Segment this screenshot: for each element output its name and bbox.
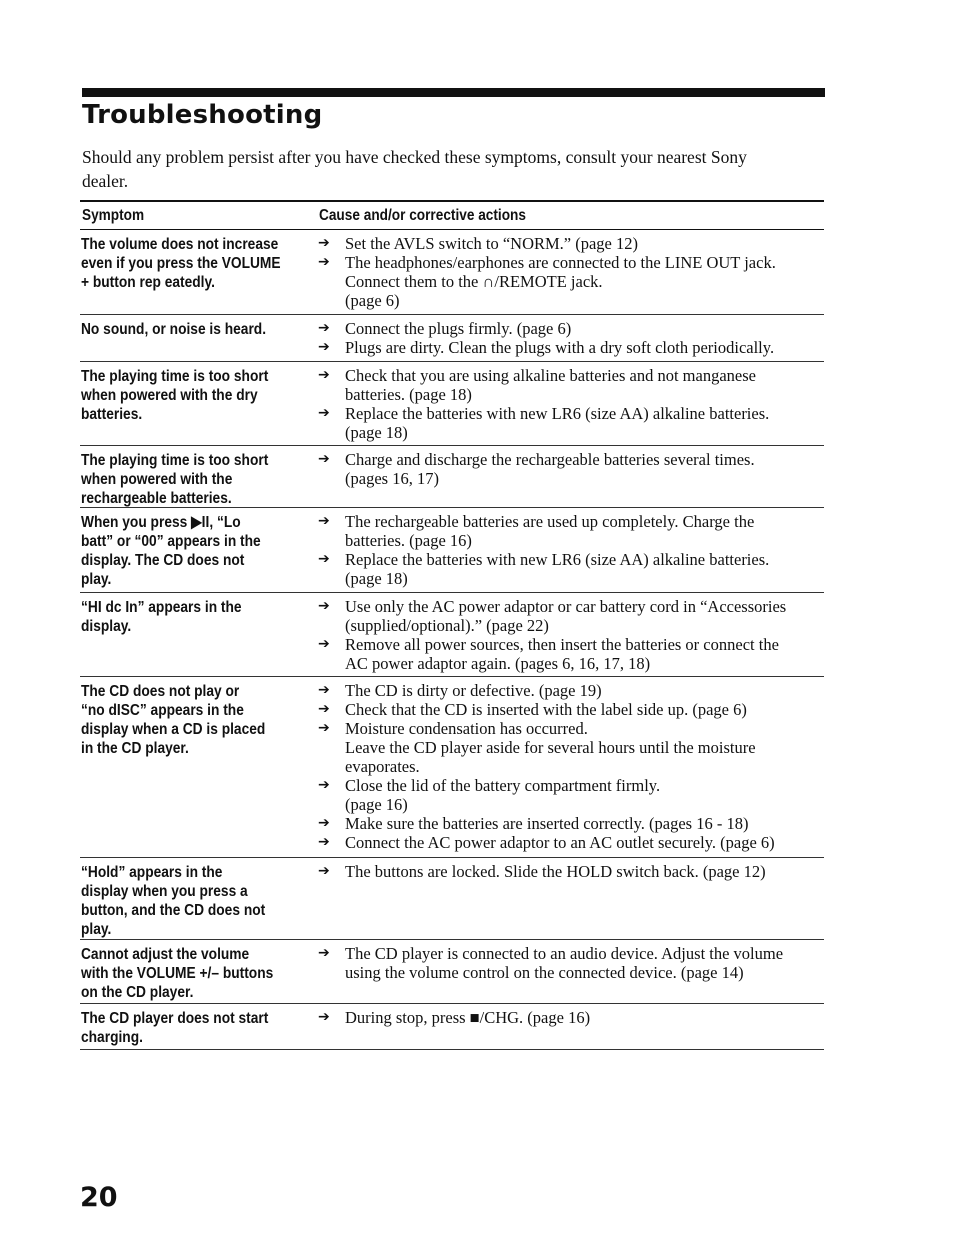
actions-cell [318,319,824,357]
arrow-icon: ➔ [318,367,330,383]
symptom-line: The playing time is too short [81,452,269,469]
table-row [80,593,824,677]
table-row [80,508,824,593]
action-line: (page 16) [345,795,408,814]
action-item [318,234,824,253]
actions-cell [318,862,824,881]
action-line: (pages 16, 17) [345,469,439,488]
symptom-line: play. [81,571,112,588]
symptom-cell [81,320,287,339]
title-rule [82,88,825,97]
symptom-line: The playing time is too short [81,368,269,385]
action-item [318,253,824,310]
header-symptom: Symptom [82,207,145,224]
actions-cell [318,512,824,588]
action-line: using the volume control on the connected device. (page 14) [345,963,744,982]
symptom-cell [81,513,287,589]
symptom-line: “Hold” appears in the [81,864,223,881]
action-line: The CD is dirty or defective. (page 19) [345,681,602,700]
arrow-icon: ➔ [318,720,330,736]
action-item [318,944,824,982]
table-row [80,1004,824,1050]
symptom-line: “HI dc In” appears in the [81,599,242,616]
symptom-line: Cannot adjust the volume [81,946,250,963]
intro-line: dealer. [82,171,129,191]
action-item [318,700,824,719]
table-header [80,200,824,230]
arrow-icon: ➔ [318,863,330,879]
arrow-icon: ➔ [318,945,330,961]
symptom-line: batt” or “00” appears in the [81,533,261,550]
table-body [80,230,824,1050]
action-line: evaporates. [345,757,420,776]
action-line: Check that you are using alkaline batteries and not manganese [345,366,756,385]
table-row [80,940,824,1004]
action-line: The headphones/earphones are connected to the LINE OUT jack. [345,253,776,272]
action-line: During stop, press ■/CHG. (page 16) [345,1008,591,1027]
arrow-icon: ➔ [318,451,330,467]
action-item [318,635,824,673]
intro-paragraph [82,145,822,193]
action-item [318,597,824,635]
action-line: Use only the AC power adaptor or car battery cord in “Accessories [345,597,787,616]
actions-cell [318,944,824,982]
symptom-line: display. The CD does not [81,552,245,569]
symptom-cell [81,863,287,939]
symptom-cell [81,682,287,758]
arrow-icon: ➔ [318,834,330,850]
symptom-line: play. [81,921,112,938]
action-line: Leave the CD player aside for several hours until the moisture [345,738,756,757]
page-number: 20 [80,1182,118,1213]
action-item [318,404,824,442]
symptom-line: in the CD player. [81,740,189,757]
action-line: Connect them to the ∩/REMOTE jack. [345,272,603,291]
actions-cell [318,234,824,310]
actions-cell [318,1008,824,1027]
arrow-icon: ➔ [318,235,330,251]
action-line: Replace the batteries with new LR6 (size AA) alkaline batteries. [345,550,770,569]
action-line: The buttons are locked. Slide the HOLD switch back. (page 12) [345,862,766,881]
action-line: AC power adaptor again. (pages 6, 16, 17, 18) [345,654,651,673]
action-line: Connect the plugs firmly. (page 6) [345,319,572,338]
symptom-cell [81,945,287,1002]
symptom-line: button, and the CD does not [81,902,266,919]
action-line: batteries. (page 18) [345,385,472,404]
symptom-line: on the CD player. [81,984,194,1001]
actions-cell [318,366,824,442]
arrow-icon: ➔ [318,682,330,698]
symptom-line: The volume does not increase [81,236,279,253]
table-row [80,446,824,508]
action-line: batteries. (page 16) [345,531,472,550]
arrow-icon: ➔ [318,405,330,421]
action-line: (page 18) [345,569,408,588]
arrow-icon: ➔ [318,815,330,831]
symptom-cell [81,235,287,292]
action-item [318,681,824,700]
action-line: Check that the CD is inserted with the label side up. (page 6) [345,700,747,719]
action-item [318,1008,824,1027]
symptom-line: rechargeable batteries. [81,490,232,507]
intro-line: Should any problem persist after you have checked these symptoms, consult your nearest Sony [82,147,747,167]
action-line: Moisture condensation has occurred. [345,719,588,738]
action-item [318,366,824,404]
symptom-line: No sound, or noise is heard. [81,321,267,338]
symptom-line: even if you press the VOLUME [81,255,281,272]
page-title: Troubleshooting [82,100,323,130]
table-row [80,858,824,940]
symptom-line: The CD player does not start [81,1010,269,1027]
action-line: Set the AVLS switch to “NORM.” (page 12) [345,234,638,253]
action-line: Connect the AC power adaptor to an AC outlet securely. (page 6) [345,833,775,852]
action-line: (page 18) [345,423,408,442]
symptom-line: charging. [81,1029,143,1046]
symptom-line: batteries. [81,406,143,423]
arrow-icon: ➔ [318,701,330,717]
action-item [318,776,824,814]
actions-cell [318,450,824,488]
symptom-cell [81,367,287,424]
symptom-line: display. [81,618,132,635]
table-row [80,230,824,315]
troubleshooting-table [80,200,824,1050]
action-line: (supplied/optional).” (page 22) [345,616,549,635]
action-line: Replace the batteries with new LR6 (size AA) alkaline batteries. [345,404,770,423]
action-item [318,719,824,776]
symptom-line: with the VOLUME +/– buttons [81,965,274,982]
action-line: Close the lid of the battery compartment firmly. [345,776,661,795]
arrow-icon: ➔ [318,551,330,567]
table-row [80,362,824,446]
arrow-icon: ➔ [318,777,330,793]
action-line: Remove all power sources, then insert the batteries or connect the [345,635,779,654]
actions-cell [318,597,824,673]
actions-cell [318,681,824,852]
arrow-icon: ➔ [318,636,330,652]
arrow-icon: ➔ [318,1009,330,1025]
action-item [318,319,824,338]
action-line: (page 6) [345,291,400,310]
symptom-line: When you press ▶II, “Lo [81,514,241,531]
action-item [318,814,824,833]
header-cause: Cause and/or corrective actions [319,207,526,224]
action-line: Make sure the batteries are inserted correctly. (pages 16 - 18) [345,814,749,833]
symptom-cell [81,1009,287,1047]
action-item [318,833,824,852]
arrow-icon: ➔ [318,513,330,529]
symptom-line: The CD does not play or [81,683,240,700]
action-item [318,338,824,357]
action-item [318,512,824,550]
arrow-icon: ➔ [318,254,330,270]
arrow-icon: ➔ [318,339,330,355]
action-item [318,862,824,881]
action-line: The rechargeable batteries are used up completely. Charge the [345,512,755,531]
symptom-line: when powered with the dry [81,387,258,404]
symptom-line: when powered with the [81,471,233,488]
action-line: Plugs are dirty. Clean the plugs with a dry soft cloth periodically. [345,338,775,357]
action-line: Charge and discharge the rechargeable batteries several times. [345,450,755,469]
action-item [318,550,824,588]
symptom-line: display when you press a [81,883,248,900]
arrow-icon: ➔ [318,320,330,336]
symptom-line: “no dISC” appears in the [81,702,244,719]
action-line: The CD player is connected to an audio device. Adjust the volume [345,944,784,963]
symptom-line: + button rep eatedly. [81,274,215,291]
table-row [80,677,824,858]
symptom-cell [81,451,287,508]
symptom-line: display when a CD is placed [81,721,266,738]
table-row [80,315,824,362]
action-item [318,450,824,488]
symptom-cell [81,598,287,636]
arrow-icon: ➔ [318,598,330,614]
